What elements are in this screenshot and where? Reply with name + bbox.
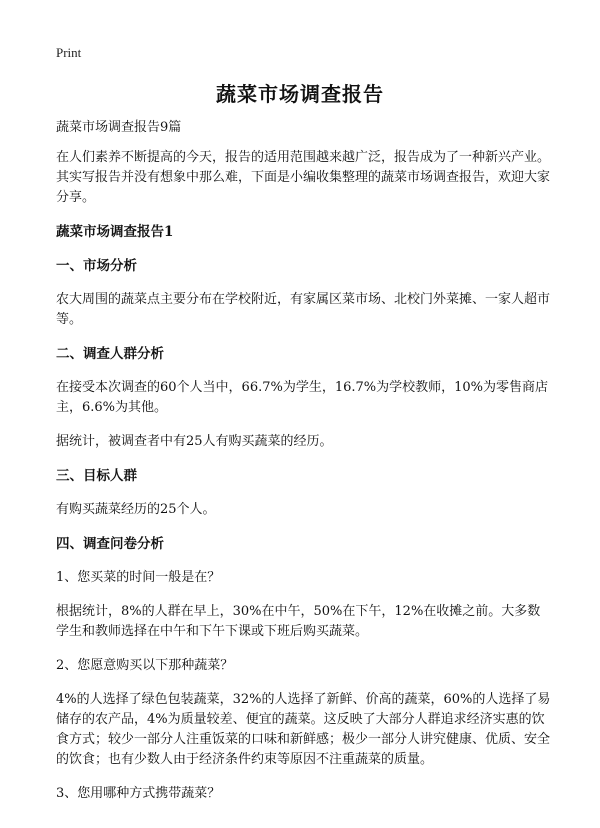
section-text-target: 有购买蔬菜经历的25个人。 bbox=[56, 502, 216, 517]
section-heading-survey: 四、调查问卷分析 bbox=[56, 536, 164, 552]
survey-question-1: 1、您买菜的时间一般是在？ bbox=[56, 570, 221, 585]
section-text-market: 农大周围的蔬菜点主要分布在学校附近，有家属区菜市场、北校门外菜摊、一家人超市等。 bbox=[56, 292, 551, 327]
page-title: 蔬菜市场调查报告 bbox=[216, 82, 384, 106]
survey-answer-2: 4%的人选择了绿色包装蔬菜，32%的人选择了新鲜、价高的蔬菜，60%的人选择了易储存的农产品，4%为质量较差、便宜的蔬菜。这反映了大部分人群追求经济实惠的饮食方式；较少一部分人注重饭菜的口味和新鲜感；极少一部分人讲究健康、优质、安全的饮食；也有少数人由于经济条件约束等原因不注重蔬菜的质量。 bbox=[56, 692, 551, 767]
survey-question-2: 2、您愿意购买以下那种蔬菜？ bbox=[56, 658, 234, 673]
document-subtitle: 蔬菜市场调查报告9篇 bbox=[56, 120, 182, 135]
print-link[interactable]: Print bbox=[56, 45, 82, 60]
survey-question-3: 3、您用哪种方式携带蔬菜？ bbox=[56, 786, 221, 801]
intro-paragraph: 在人们素养不断提高的今天，报告的适用范围越来越广泛，报告成为了一种新兴产业。其实写报告并没有想象中那么难，下面是小编收集整理的蔬菜市场调查报告，欢迎大家分享。 bbox=[56, 150, 551, 205]
section-text-crowd-2: 据统计，被调查者中有25人有购买蔬菜的经历。 bbox=[56, 434, 333, 449]
document-body bbox=[56, 118, 552, 818]
section-heading-target: 三、目标人群 bbox=[56, 468, 137, 484]
report-heading: 蔬菜市场调查报告1 bbox=[56, 224, 174, 240]
section-text-crowd-1: 在接受本次调查的60个人当中，66.7%为学生，16.7%为学校教师，10%为零售商店主，6.6%为其他。 bbox=[56, 380, 549, 415]
section-heading-market: 一、市场分析 bbox=[56, 258, 137, 274]
survey-answer-1: 根据统计，8%的人群在早上，30%在中午，50%在下午，12%在收摊之前。大多数学生和教师选择在中午和下午下课或下班后购买蔬菜。 bbox=[56, 604, 541, 639]
section-heading-crowd: 二、调查人群分析 bbox=[56, 346, 164, 362]
